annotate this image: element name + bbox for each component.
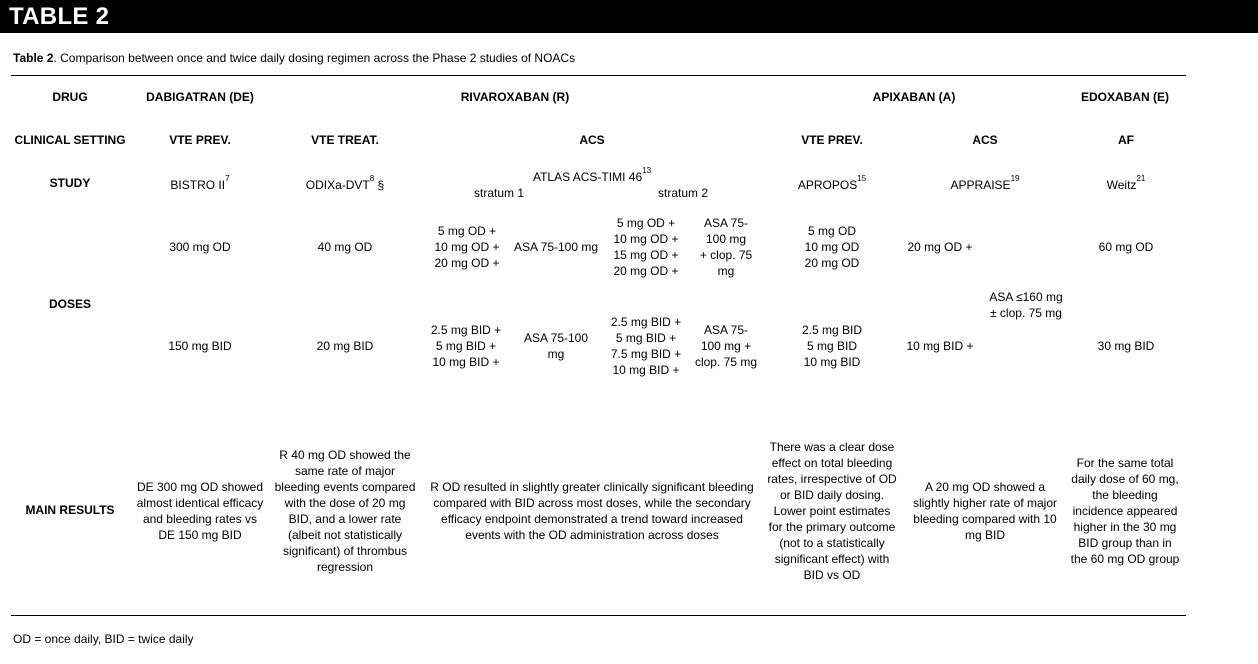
setting-rivaroxaban-treat: VTE TREAT. <box>311 133 379 147</box>
dose-bid-stratum2-asa: ASA 75- 100 mg + clop. 75 mg <box>694 323 758 369</box>
results-rivaroxaban-treat: R 40 mg OD showed the same rate of major bleeding events compared with the dose of 20 mg BID, and a lower rate (albeit not statistically significant) of thrombus regression <box>274 448 416 574</box>
top-rule <box>11 75 1186 76</box>
drug-label: DRUG <box>52 90 88 104</box>
study-odixa: ODIXa-DVT$^8$ § <box>305 174 385 192</box>
dose-od-dabigatran: 300 mg OD <box>169 240 231 254</box>
bottom-rule <box>11 615 1186 616</box>
dose-od-edoxaban: 60 mg OD <box>1098 240 1154 254</box>
study-stratum-1: stratum 1 <box>473 186 524 200</box>
dose-od-apixaban-prev: 5 mg OD 10 mg OD 20 mg OD <box>804 224 860 270</box>
dose-bid-stratum2: 2.5 mg BID + 5 mg BID + 7.5 mg BID + 10 mg BID + <box>610 315 682 377</box>
dose-od-stratum1: 5 mg OD + 10 mg OD + 20 mg OD + <box>434 224 500 270</box>
drug-rivaroxaban: RIVAROXABAN (R) <box>460 90 570 104</box>
results-apixaban-prev: There was a clear dose effect on total bleeding rates, irrespective of OD or BID daily dosing. Lower point estimates for the primary outcome (not to a statistically significant effect) with BID vs OD <box>767 440 897 582</box>
caption-label: Table 2 <box>13 51 54 65</box>
study-atlas: ATLAS ACS-TIMI $46^{13}$ <box>532 166 652 184</box>
drug-apixaban: APIXABAN (A) <box>872 90 956 104</box>
setting-label: CLINICAL SETTING <box>14 133 126 147</box>
setting-apixaban-prev: VTE PREV. <box>801 133 863 147</box>
dose-od-apixaban-acs: 20 mg OD + <box>907 240 973 254</box>
caption-text: . Comparison between once and twice daily dosing regimen across the Phase 2 studies of NOACs <box>53 51 576 65</box>
dose-bid-stratum1-asa: ASA 75-100 mg <box>523 331 589 361</box>
setting-rivaroxaban-acs: ACS <box>579 133 605 147</box>
dose-od-stratum2: 5 mg OD + 10 mg OD + 15 mg OD + 20 mg OD + <box>613 216 679 278</box>
table-footnote: OD = once daily, BID = twice daily <box>13 632 194 646</box>
table-banner <box>0 0 1258 33</box>
dose-bid-dabigatran: 150 mg BID <box>168 339 232 353</box>
dose-bid-edoxaban: 30 mg BID <box>1097 339 1155 353</box>
dose-od-rivaroxaban-treat: 40 mg OD <box>317 240 373 254</box>
dose-bid-stratum1: 2.5 mg BID + 5 mg BID + 10 mg BID + <box>430 323 502 369</box>
dose-bid-rivaroxaban-treat: 20 mg BID <box>316 339 374 353</box>
study-appraise: APPRAISE$^{19}$ <box>950 174 1020 192</box>
results-edoxaban: For the same total daily dose of 60 mg, the bleeding incidence appeared higher in the 30 mg BID group than in the 60 mg OD group <box>1070 456 1180 566</box>
results-label: MAIN RESULTS <box>25 503 115 517</box>
banner-title: TABLE 2 <box>9 3 110 30</box>
setting-edoxaban-af: AF <box>1118 133 1134 147</box>
drug-dabigatran: DABIGATRAN (DE) <box>146 90 254 104</box>
dose-bid-apixaban-acs: 10 mg BID + <box>906 339 974 353</box>
results-apixaban-acs: A 20 mg OD showed a slightly higher rate of major bleeding compared with 10 mg BID <box>912 480 1058 542</box>
setting-apixaban-acs: ACS <box>972 133 998 147</box>
doses-label: DOSES <box>48 297 91 311</box>
study-label: STUDY <box>49 176 91 190</box>
study-stratum-2: stratum 2 <box>657 186 708 200</box>
study-bistro: BISTRO $II^7$ <box>170 174 230 192</box>
results-rivaroxaban-acs: R OD resulted in slightly greater clinically significant bleeding compared with BID across most doses, while the secondary efficacy endpoint demonstrated a trend toward increased events with the OD administration across doses <box>430 480 754 542</box>
study-apropos: APROPOS$^{15}$ <box>797 174 867 192</box>
dose-od-stratum1-asa: ASA 75-100 mg <box>513 240 599 254</box>
setting-dabigatran: VTE PREV. <box>169 133 231 147</box>
dose-bid-apixaban-prev: 2.5 mg BID 5 mg BID 10 mg BID <box>801 323 863 369</box>
results-dabigatran: DE 300 mg OD showed almost identical efficacy and bleeding rates vs DE 150 mg BID <box>136 480 264 542</box>
dose-apixaban-acs-asa: ASA ≤160 mg ± clop. 75 mg <box>989 290 1063 320</box>
table-caption <box>13 51 575 66</box>
dose-od-stratum2-asa: ASA 75- 100 mg + clop. 75 mg <box>699 216 753 278</box>
study-weitz: Weitz$^{21}$ <box>1106 174 1146 192</box>
drug-edoxaban: EDOXABAN (E) <box>1080 90 1169 104</box>
